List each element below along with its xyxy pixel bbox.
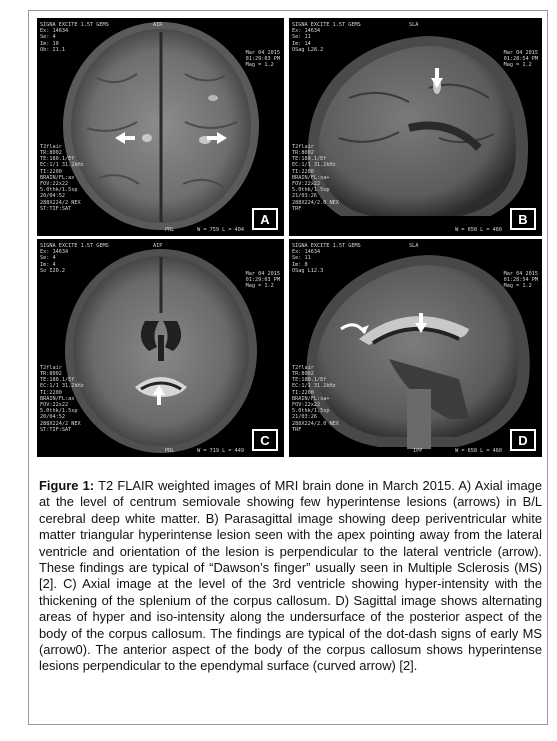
sequence-params: T2flair TR:8002 TE:180.1/Ef EC:1/1 31.2kHz TI:2200 BRAIN/FL:sa+ FOV:22x22 5.0thk/1.5sp 21/03:26 288X224/2.0 NEX TRF xyxy=(292,143,339,212)
panel-label-c: C xyxy=(252,429,278,451)
orientation-bottom: IPP xyxy=(413,447,423,454)
orientation-label: SLA xyxy=(409,243,419,249)
scan-date: Mar 04 2015 01:28:54 PM Mag = 1.2 xyxy=(503,50,538,69)
scanner-info: SIGNA EXCITE 1.5T GEMS Ex: 14634 Se: 4 Im: 4 So I20.2 xyxy=(40,243,109,274)
panel-label-a: A xyxy=(252,208,278,230)
mri-panel-b xyxy=(289,18,542,236)
sequence-params: T2flair TR:8002 TE:180.1/Ef EC:1/1 31.2kHz TI:2200 BRAIN/FL:sa+ FOV:22x22 5.0thk/1.5sp 21/03:26 288X224/2.0 NEX TRF xyxy=(292,364,339,433)
scan-date: Mar 04 2015 01:28:54 PM Mag = 1.2 xyxy=(503,271,538,290)
window-level: W = 658 L = 460 xyxy=(455,226,502,233)
scanner-info: SIGNA EXCITE 1.5T GEMS Ex: 14634 Se: 4 Im: 10 Ob: I1.1 xyxy=(40,22,109,53)
caption-body: T2 FLAIR weighted images of MRI brain done in March 2015. A) Axial image at the level of centrum semiovale showing few hyperintense lesions (arrows) in B/L cerebral deep white matter. B) Parasagittal image showing deep periventricular white matter triangular hyperintense lesion seen with the apex pointing away from the lateral ventricle and orientation of the lesion is perpendicular to the lateral ventricle (arrow). These findings are typical of “Dawson’s finger” usually seen in Multiple Sclerosis (MS) [2]. C) Axial image at the level of the 3rd ventricle showing hyper-intensity with the thickening of the splenium of the corpus callosum. D) Sagittal image shows alternating areas of hyper and iso-intensity along the undersurface of the posterior aspect of the body of the corpus callosum. The findings are typical of the dot-dash signs of early MS (arrow0). The anterior aspect of the body of the corpus callosum shows hyperintense lesions perpendicular to the ependymal surface (curved arrow) [2]. xyxy=(39,478,542,674)
panel-label-d: D xyxy=(510,429,536,451)
orientation-label: AIP xyxy=(153,243,163,249)
scanner-info: SIGNA EXCITE 1.5T GEMS Ex: 14634 Se: 11 Im: 8 OSag L12.3 xyxy=(292,243,361,274)
orientation-bottom: PRL xyxy=(165,447,175,454)
orientation-label: AIR xyxy=(153,22,163,28)
orientation-label: SLA xyxy=(409,22,419,28)
figure-caption xyxy=(39,478,542,675)
sequence-params: T2flair TR:8002 TE:180.1/Ef EC:1/1 31.2kHz TI:2200 BRAIN/FL:ax FOV:22x22 5.0thk/1.5sp 20/04:52 288X224/2 NEX ST:TIF:SAT xyxy=(40,364,84,433)
scan-date: Mar 04 2015 01:29:03 PM Mag = 1.2 xyxy=(245,271,280,290)
panel-label-b: B xyxy=(510,208,536,230)
figure-frame xyxy=(28,10,548,725)
window-level: W = 759 L = 404 xyxy=(197,226,244,233)
mri-panel-a xyxy=(37,18,284,236)
mri-panel-c xyxy=(37,239,284,457)
window-level: W = 719 L = 449 xyxy=(197,447,244,454)
scanner-info: SIGNA EXCITE 1.5T GEMS Ex: 14634 Se: 11 Im: 14 OSag L28.2 xyxy=(292,22,361,53)
sequence-params: T2flair TR:8002 TE:180.1/Ef EC:1/1 31.2kHz TI:2200 BRAIN/FL:ax FOV:22x22 5.0thk/1.5sp 20/04:52 288X224/2 NEX ST:TIF:SAT xyxy=(40,143,84,212)
mri-panel-d xyxy=(289,239,542,457)
caption-lead: Figure 1: xyxy=(39,478,95,493)
orientation-bottom: PRL xyxy=(165,226,175,233)
window-level: W = 658 L = 460 xyxy=(455,447,502,454)
scan-date: Mar 04 2015 01:29:03 PM Mag = 1.2 xyxy=(245,50,280,69)
